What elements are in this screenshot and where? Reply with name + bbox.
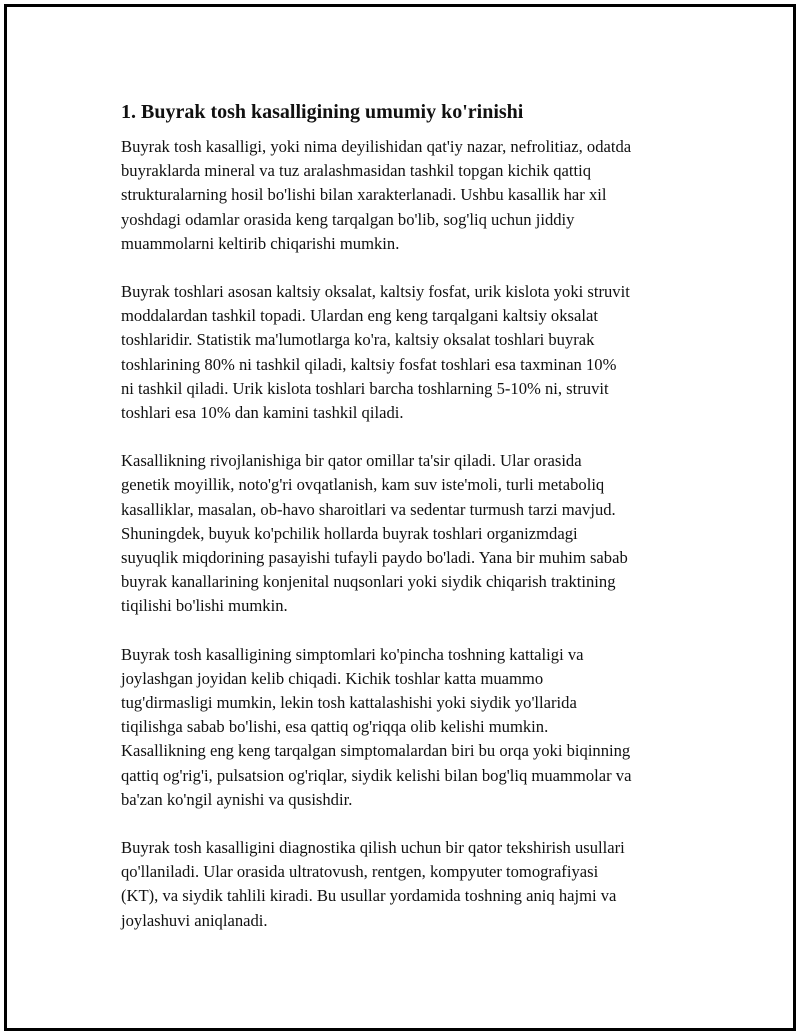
paragraph-line: genetik moyillik, noto'g'ri ovqatlanish, kam suv iste'moli, turli metaboliq <box>121 475 605 495</box>
paragraph-line: buyraklarda mineral va tuz aralashmasidan tashkil topgan kichik qattiq <box>121 161 592 181</box>
paragraph-line: toshlari esa 10% dan kamini tashkil qiladi. <box>121 403 404 423</box>
paragraph-line: kasalliklar, masalan, ob-havo sharoitlari va sedentar turmush tarzi mavjud. <box>121 499 616 519</box>
paragraph-line: toshlarining 80% ni tashkil qiladi, kaltsiy fosfat toshlari esa taxminan 10% <box>121 354 617 374</box>
paragraph-line: tiqilishga sabab bo'lishi, esa qattiq og'riqqa olib kelishi mumkin. <box>121 717 549 737</box>
paragraph-line: tug'dirmasligi mumkin, lekin tosh kattalashishi yoki siydik yo'llarida <box>121 693 577 713</box>
paragraph-1 <box>121 135 701 256</box>
paragraph-line: Buyrak tosh kasalligining simptomlari ko'pincha toshning kattaligi va <box>121 644 584 664</box>
paragraph-3 <box>121 449 701 618</box>
paragraph-line: Kasallikning eng keng tarqalgan simptomalardan biri bu orqa yoki biqinning <box>121 741 631 761</box>
paragraph-line: Buyrak tosh kasalligini diagnostika qilish uchun bir qator tekshirish usullari <box>121 838 625 858</box>
paragraph-line: Buyrak tosh kasalligi, yoki nima deyilishidan qat'iy nazar, nefrolitiaz, odatda <box>121 137 632 156</box>
section-title: 1. Buyrak tosh kasalligining umumiy ko'rinishi <box>121 101 524 123</box>
paragraph-line: Shuningdek, buyuk ko'pchilik hollarda buyrak toshlari organizmdagi <box>121 523 578 543</box>
paragraph-line: Kasallikning rivojlanishiga bir qator omillar ta'sir qiladi. Ular orasida <box>121 451 582 471</box>
paragraph-line: joylashuvi aniqlanadi. <box>121 910 268 930</box>
paragraph-line: toshlaridir. Statistik ma'lumotlarga ko'ra, kaltsiy oksalat toshlari buyrak <box>121 330 595 350</box>
paragraph-line: ni tashkil qiladi. Urik kislota toshlari barcha toshlarning 5-10% ni, struvit <box>121 378 609 398</box>
paragraph-line: muammolarni keltirib chiqarishi mumkin. <box>121 233 400 253</box>
document-content <box>121 99 701 957</box>
paragraph-line: tiqilishi bo'lishi mumkin. <box>121 596 288 616</box>
paragraph-2 <box>121 280 701 425</box>
paragraph-line: yoshdagi odamlar orasida keng tarqalgan bo'lib, sog'liq uchun jiddiy <box>121 209 575 229</box>
paragraph-4 <box>121 643 701 812</box>
paragraph-line: Buyrak toshlari asosan kaltsiy oksalat, kaltsiy fosfat, urik kislota yoki struvit <box>121 282 630 302</box>
paragraph-line: buyrak kanallarining konjenital nuqsonlari yoki siydik chiqarish traktining <box>121 572 616 592</box>
document-page <box>4 4 796 1031</box>
paragraph-line: joylashgan joyidan kelib chiqadi. Kichik toshlar katta muammo <box>121 668 544 688</box>
paragraph-line: ba'zan ko'ngil aynishi va qusishdir. <box>121 789 353 809</box>
paragraph-line: moddalardan tashkil topadi. Ulardan eng keng tarqalgani kaltsiy oksalat <box>121 306 598 326</box>
paragraph-line: qattiq og'rig'i, pulsatsion og'riqlar, siydik kelishi bilan bog'liq muammolar va <box>121 765 632 785</box>
paragraph-line: qo'llaniladi. Ular orasida ultratovush, rentgen, kompyuter tomografiyasi <box>121 862 599 882</box>
paragraph-line: strukturalarning hosil bo'lishi bilan xarakterlanadi. Ushbu kasallik har xil <box>121 185 607 205</box>
paragraph-line: suyuqlik miqdorining pasayishi tufayli paydo bo'ladi. Yana bir muhim sabab <box>121 548 628 568</box>
paragraph-5 <box>121 836 701 933</box>
paragraph-line: (KT), va siydik tahlili kiradi. Bu usullar yordamida toshning aniq hajmi va <box>121 886 617 906</box>
